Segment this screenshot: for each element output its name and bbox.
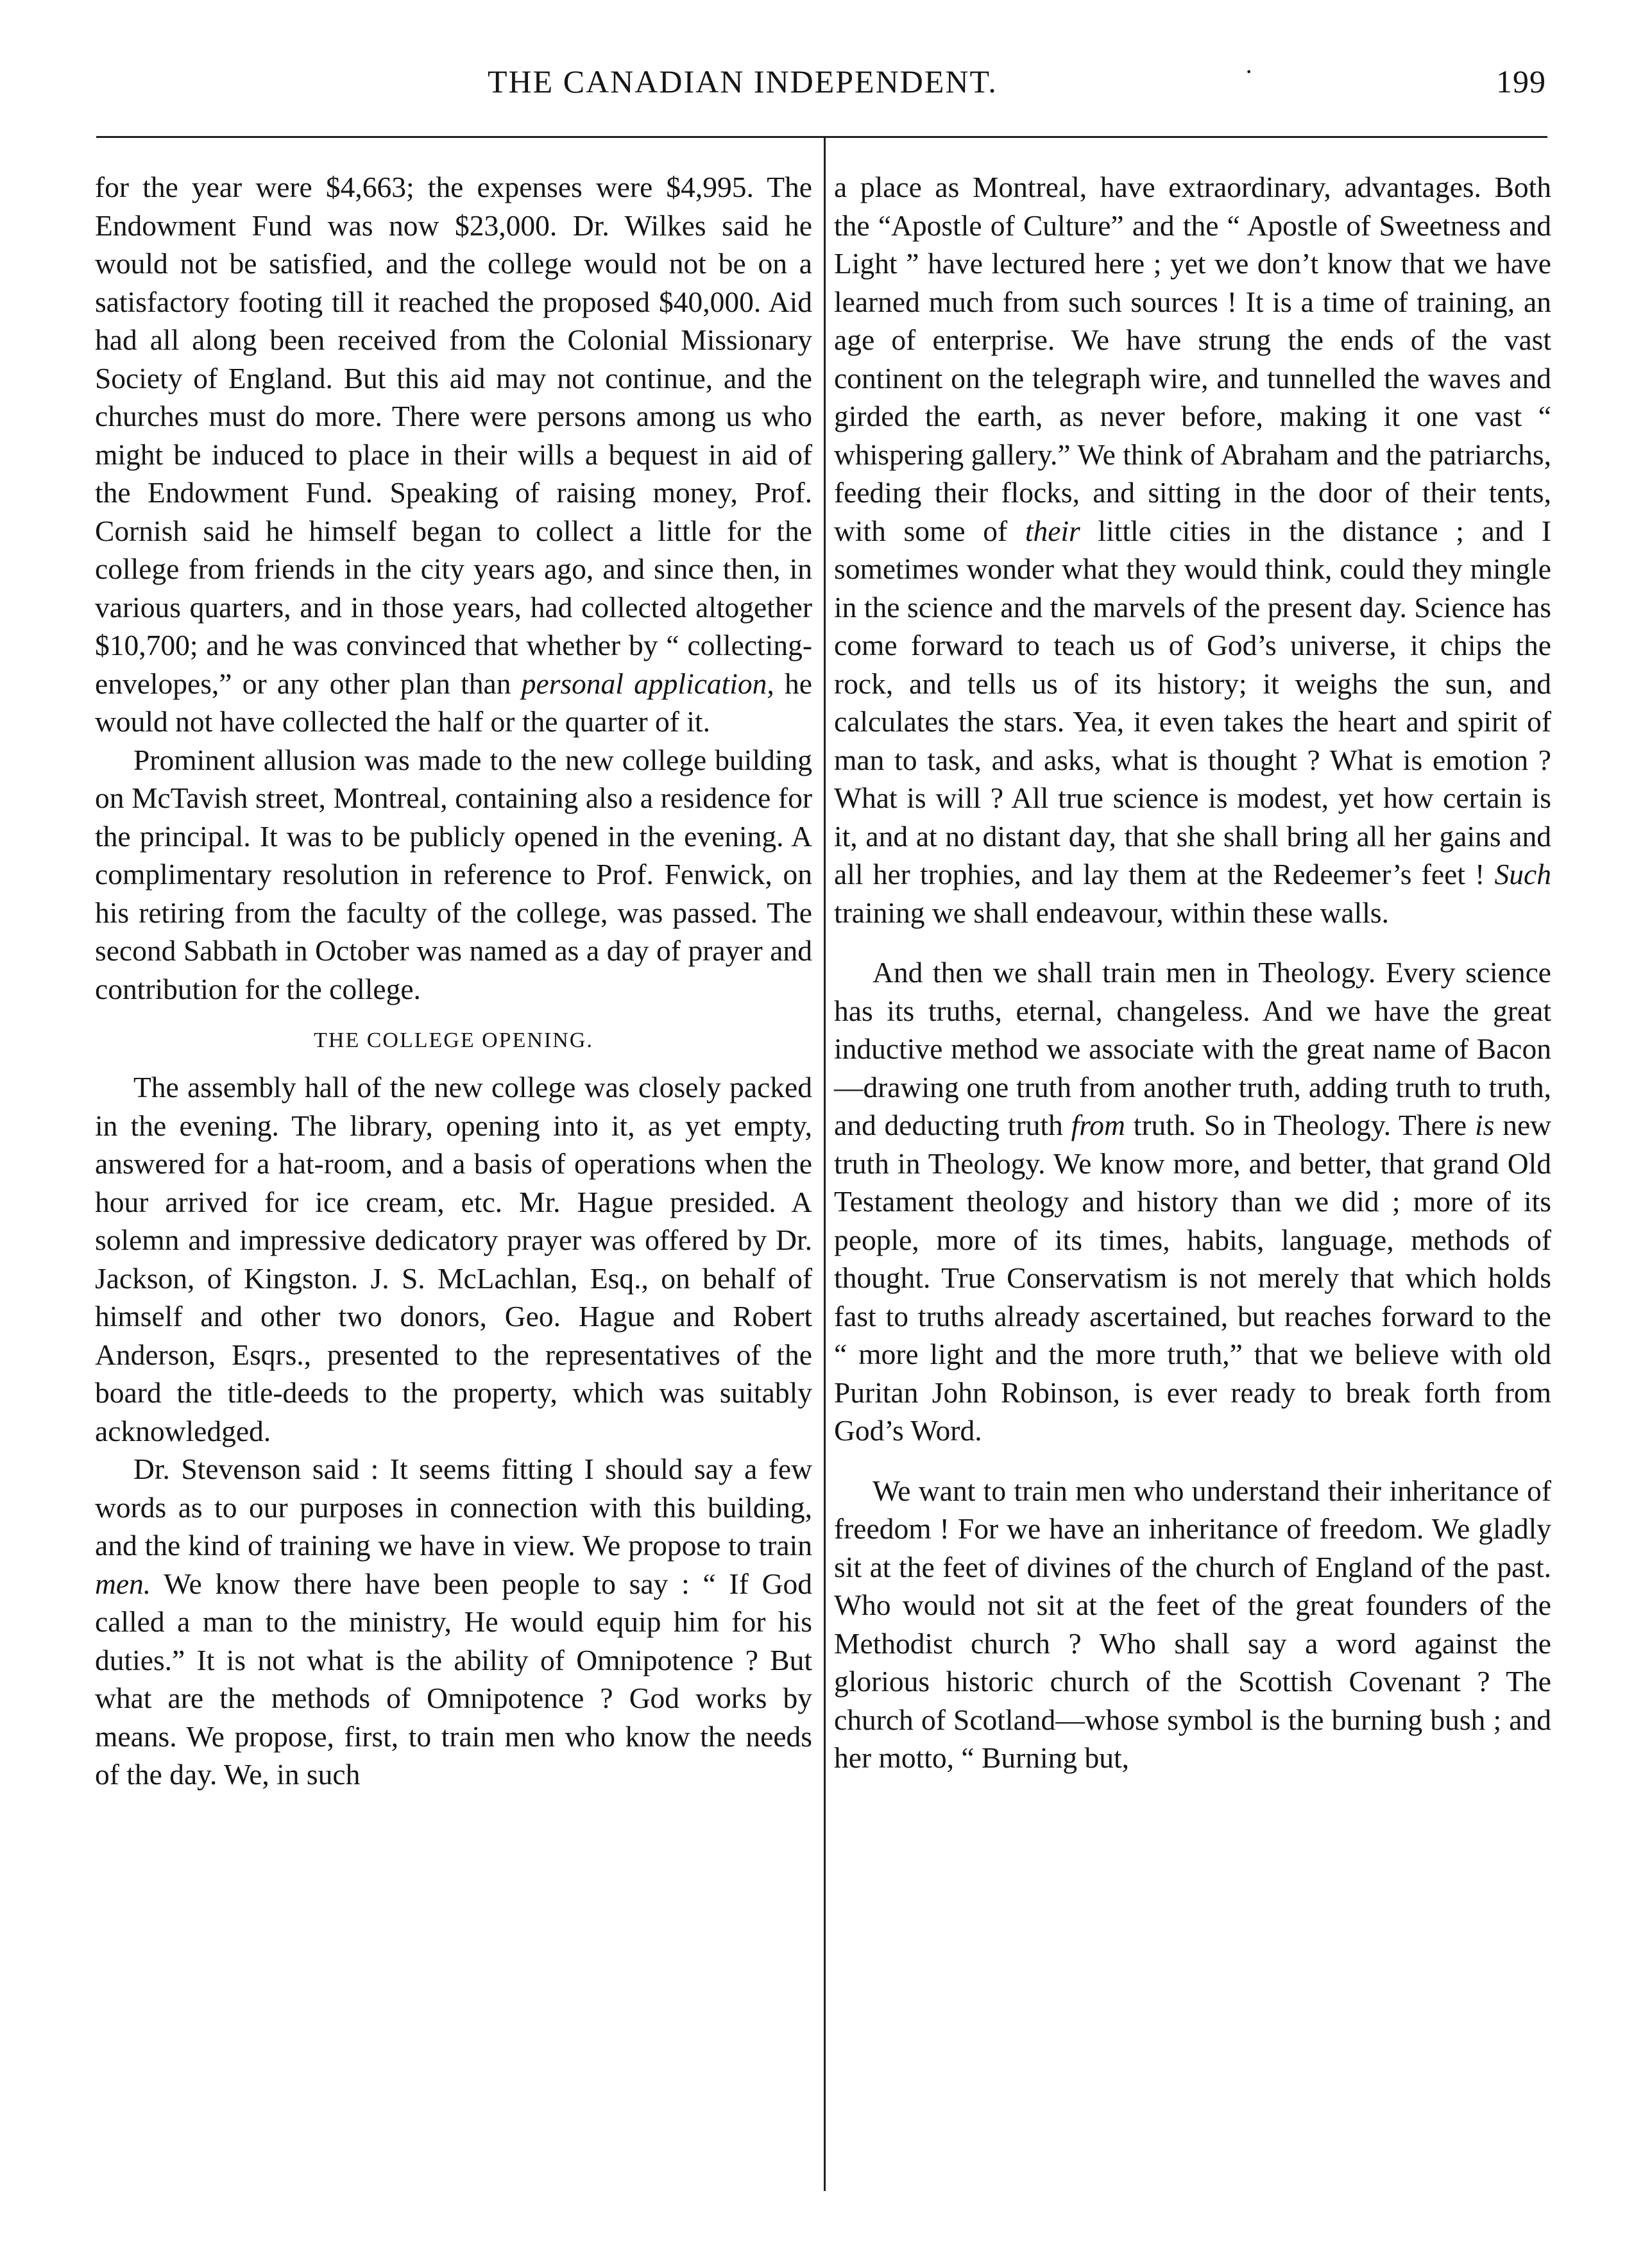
page-header (96, 57, 1546, 108)
paragraph-freedom: We want to train men who understand their inheritance of freedom ! For we have an inheritance of freedom. We gladly sit at the feet of divines of the church of England of the past. Who would not sit at the feet of the great founders of the Methodist church ? Who shall say a word against the glorious historic church of the Scottish Covenant ? The church of Scotland—whose symbol is the burning bush ; and her motto, “ Burning but, (834, 1474, 1551, 1774)
paragraph-assembly-hall: The assembly hall of the new college was closely packed in the evening. The library, opening into it, as yet empty, answered for a hat-room, and a basis of operations when the hour arrived for ice cream, etc. Mr. Hague presided. A solemn and impressive dedicatory prayer was offered by Dr. Jackson, of Kingston. J. S. McLachlan, Esq., on behalf of himself and other two donors, Geo. Hague and Robert Anderson, Esqrs., presented to the representatives of the board the title-deeds to the property, which was suitably acknowledged. (95, 1071, 812, 1447)
page-number: 199 (1496, 64, 1546, 99)
section-heading: THE COLLEGE OPENING. (314, 1028, 593, 1052)
header-rule (96, 136, 1547, 138)
header-dot: · (1245, 57, 1254, 86)
paragraph-college-building: Prominent allusion was made to the new college building on McTavish street, Montreal, containing also a residence for the principal. It was to be publicly opened in the evening. A complimentary resolution in reference to Prof. Fenwick, on his retiring from the faculty of the college, was passed. The second Sabbath in October was named as a day of prayer and contribution for the college. (95, 743, 812, 1005)
right-column (834, 168, 1551, 1777)
left-column (95, 168, 812, 1794)
journal-title: THE CANADIAN INDEPENDENT. (488, 64, 998, 99)
paragraph-stevenson-speech: Dr. Stevenson said : It seems fitting I should say a few words as to our purposes in connection with this building, and the kind of training we have in view. We propose to train men. We know there have been people to say : “ If God called a man to the ministry, He would equip him for his duties.” It is not what is the ability of Omnipotence ? But what are the methods of Omnipotence ? God works by means. We propose, first, to train men who know the needs of the day. We, in such (95, 1453, 812, 1791)
paragraph-theology: And then we shall train men in Theology. Every science has its truths, eternal, changeless. And we have the great inductive method we associate with the great name of Bacon—drawing one truth from another truth, adding truth to truth, and deducting truth from truth. So in Theology. There is new truth in Theology. We know more, and better, that grand Old Testament theology and history than we did ; more of its people, more of its times, habits, language, methods of thought. True Conservatism is not merely that which holds fast to truths already ascertained, but reaches forward to the “ more light and the more truth,” that we believe with old Puritan John Robinson, is ever ready to break forth from God’s Word. (834, 956, 1551, 1447)
column-divider (824, 138, 826, 2191)
paragraph-training: a place as Montreal, have extraordinary, advantages. Both the “Apostle of Culture” and the “ Apostle of Sweetness and Light ” have lectured here ; yet we don’t know that we have learned much from such sources ! It is a time of training, an age of enterprise. We have strung the ends of the vast continent on the telegraph wire, and tunnelled the waves and girded the earth, as never before, making it one vast “ whispering gallery.” We think of Abraham and the patriarchs, feeding their flocks, and sitting in the door of their tents, with some of their little cities in the distance ; and I sometimes wonder what they would think, could they mingle in the science and the marvels of the present day. Science has come forward to teach us of God’s universe, it chips the rock, and tells us of its history; it weighs the sun, and calculates the stars. Yea, it even takes the heart and spirit of man to task, and asks, what is thought ? What is emotion ? What is will ? All true science is modest, yet how certain is it, and at no distant day, that she shall bring all her gains and all her trophies, and lay them at the Redeemer’s feet ! Such training we shall endeavour, within these walls. (834, 171, 1552, 929)
paragraph-endowment: for the year were $4,663; the expenses were $4,995. The Endowment Fund was now $23,000. Dr. Wilkes said he would not be satisfied, and the college would not be on a satisfactory footing till it reached the proposed $40,000. Aid had all along been received from the Colonial Missionary Society of England. But this aid may not continue, and the churches must do more. There were persons among us who might be induced to place in their wills a bequest in aid of the Endowment Fund. Speaking of raising money, Prof. Cornish said he himself began to collect a little for the college from friends in the city years ago, and since then, in various quarters, and in those years, had collected altogether $10,700; and he was convinced that whether by “ collecting-envelopes,” or any other plan than personal application, he would not have collected the half or the quarter of it. (95, 171, 812, 738)
